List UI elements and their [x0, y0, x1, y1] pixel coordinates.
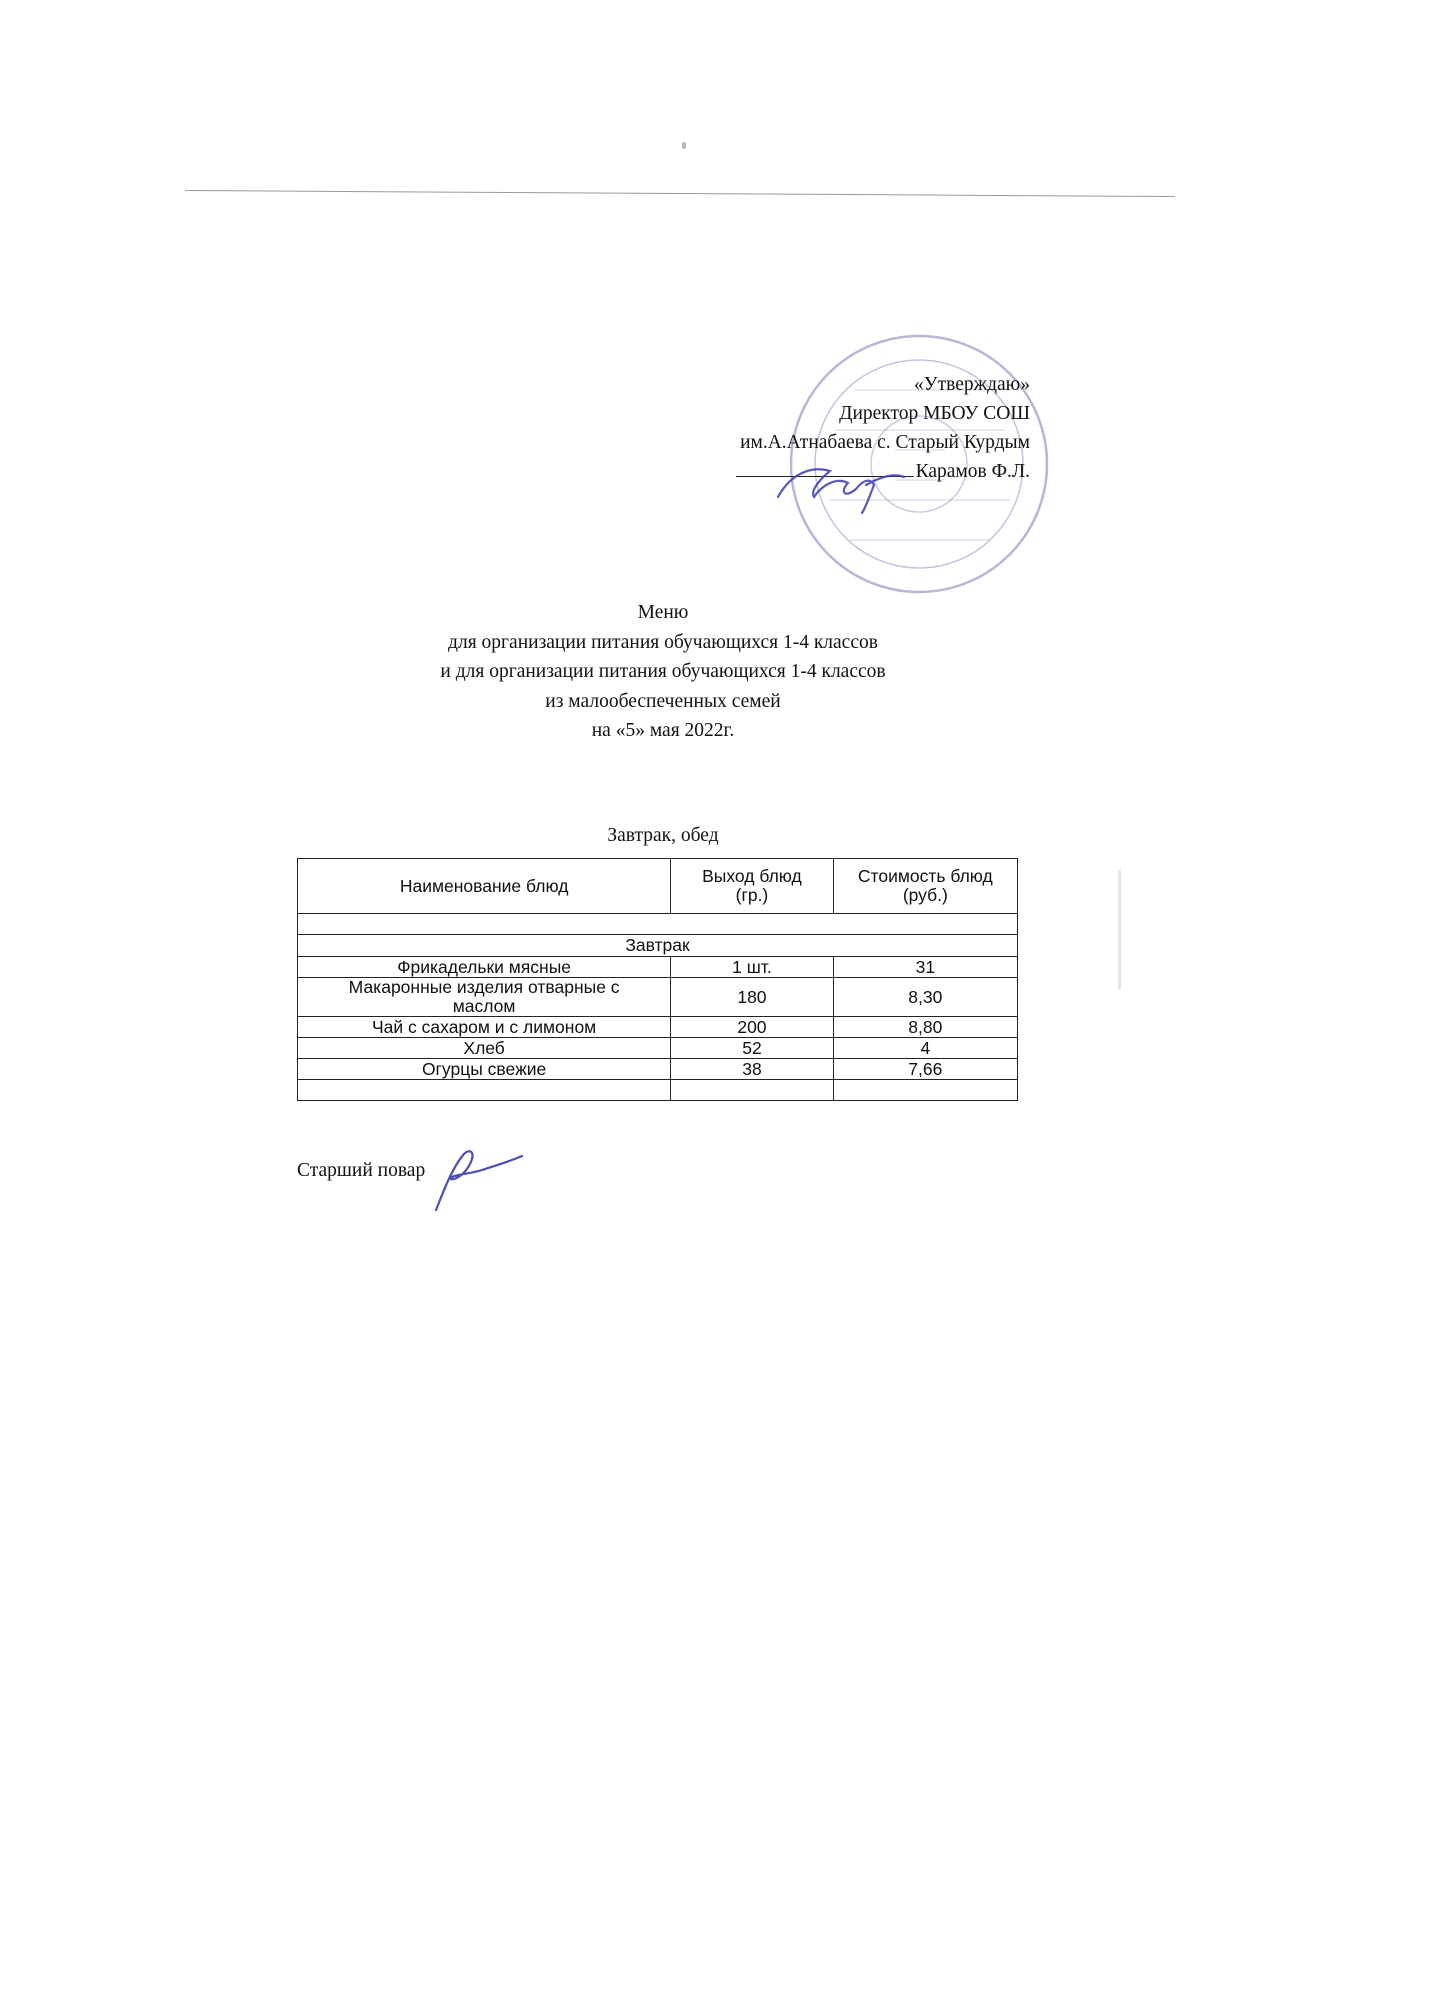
- title-date: на «5» мая 2022г.: [591, 720, 735, 741]
- cook-label: Старший повар: [297, 1160, 426, 1181]
- director-signature: [770, 455, 910, 517]
- scan-speck: [1118, 870, 1121, 990]
- header-weight: Выход блюд (гр.): [671, 859, 833, 914]
- dish-cost: 4: [833, 1038, 1017, 1059]
- dish-cost: 8,80: [833, 1017, 1017, 1038]
- approval-director-name: Карамов Ф.Л.: [915, 461, 1030, 482]
- dish-weight: 180: [671, 978, 833, 1017]
- menu-table: [297, 858, 1018, 1101]
- cook-signature: [430, 1140, 525, 1215]
- dish-name: Макаронные изделия отварные с маслом: [298, 978, 671, 1017]
- approval-position: Директор МБОУ СОШ: [839, 403, 1030, 424]
- meal-subtitle: Завтрак, обед: [607, 825, 719, 846]
- document-title: [300, 598, 1026, 746]
- table-row: [298, 978, 1018, 1017]
- dish-weight: 1 шт.: [671, 957, 833, 978]
- approval-block: [430, 370, 1030, 486]
- dish-name: Фрикадельки мясные: [298, 957, 671, 978]
- dish-cost: 8,30: [833, 978, 1017, 1017]
- section-row: [298, 935, 1018, 957]
- dish-name: Хлеб: [298, 1038, 671, 1059]
- scan-line: [185, 190, 1175, 197]
- dish-weight: 200: [671, 1017, 833, 1038]
- table-header-row: [298, 859, 1018, 914]
- title-line: и для организации питания обучающихся 1-4 классов: [440, 661, 886, 682]
- table-row: [298, 1059, 1018, 1080]
- section-label: Завтрак: [298, 935, 1018, 957]
- dish-weight: 52: [671, 1038, 833, 1059]
- title-line: для организации питания обучающихся 1-4 классов: [448, 631, 878, 653]
- dish-name: Огурцы свежие: [298, 1059, 671, 1080]
- scan-speck: [682, 142, 686, 149]
- title-line: из малообеспеченных семей: [545, 690, 781, 712]
- dish-weight: 38: [671, 1059, 833, 1080]
- title-line: Меню: [637, 602, 689, 623]
- header-cost: Стоимость блюд (руб.): [833, 859, 1017, 914]
- approval-heading: «Утверждаю»: [914, 374, 1030, 395]
- header-name: Наименование блюд: [298, 859, 671, 914]
- table-row: [298, 957, 1018, 978]
- table-row: [298, 1038, 1018, 1059]
- dish-cost: 7,66: [833, 1059, 1017, 1080]
- approval-school: им.А.Атнабаева с. Старый Курдым: [740, 432, 1030, 453]
- dish-name: Чай с сахаром и с лимоном: [298, 1017, 671, 1038]
- dish-cost: 31: [833, 957, 1017, 978]
- table-row: [298, 914, 1018, 935]
- approval-signature-line: [430, 457, 1030, 486]
- table-row: [298, 1080, 1018, 1101]
- table-row: [298, 1017, 1018, 1038]
